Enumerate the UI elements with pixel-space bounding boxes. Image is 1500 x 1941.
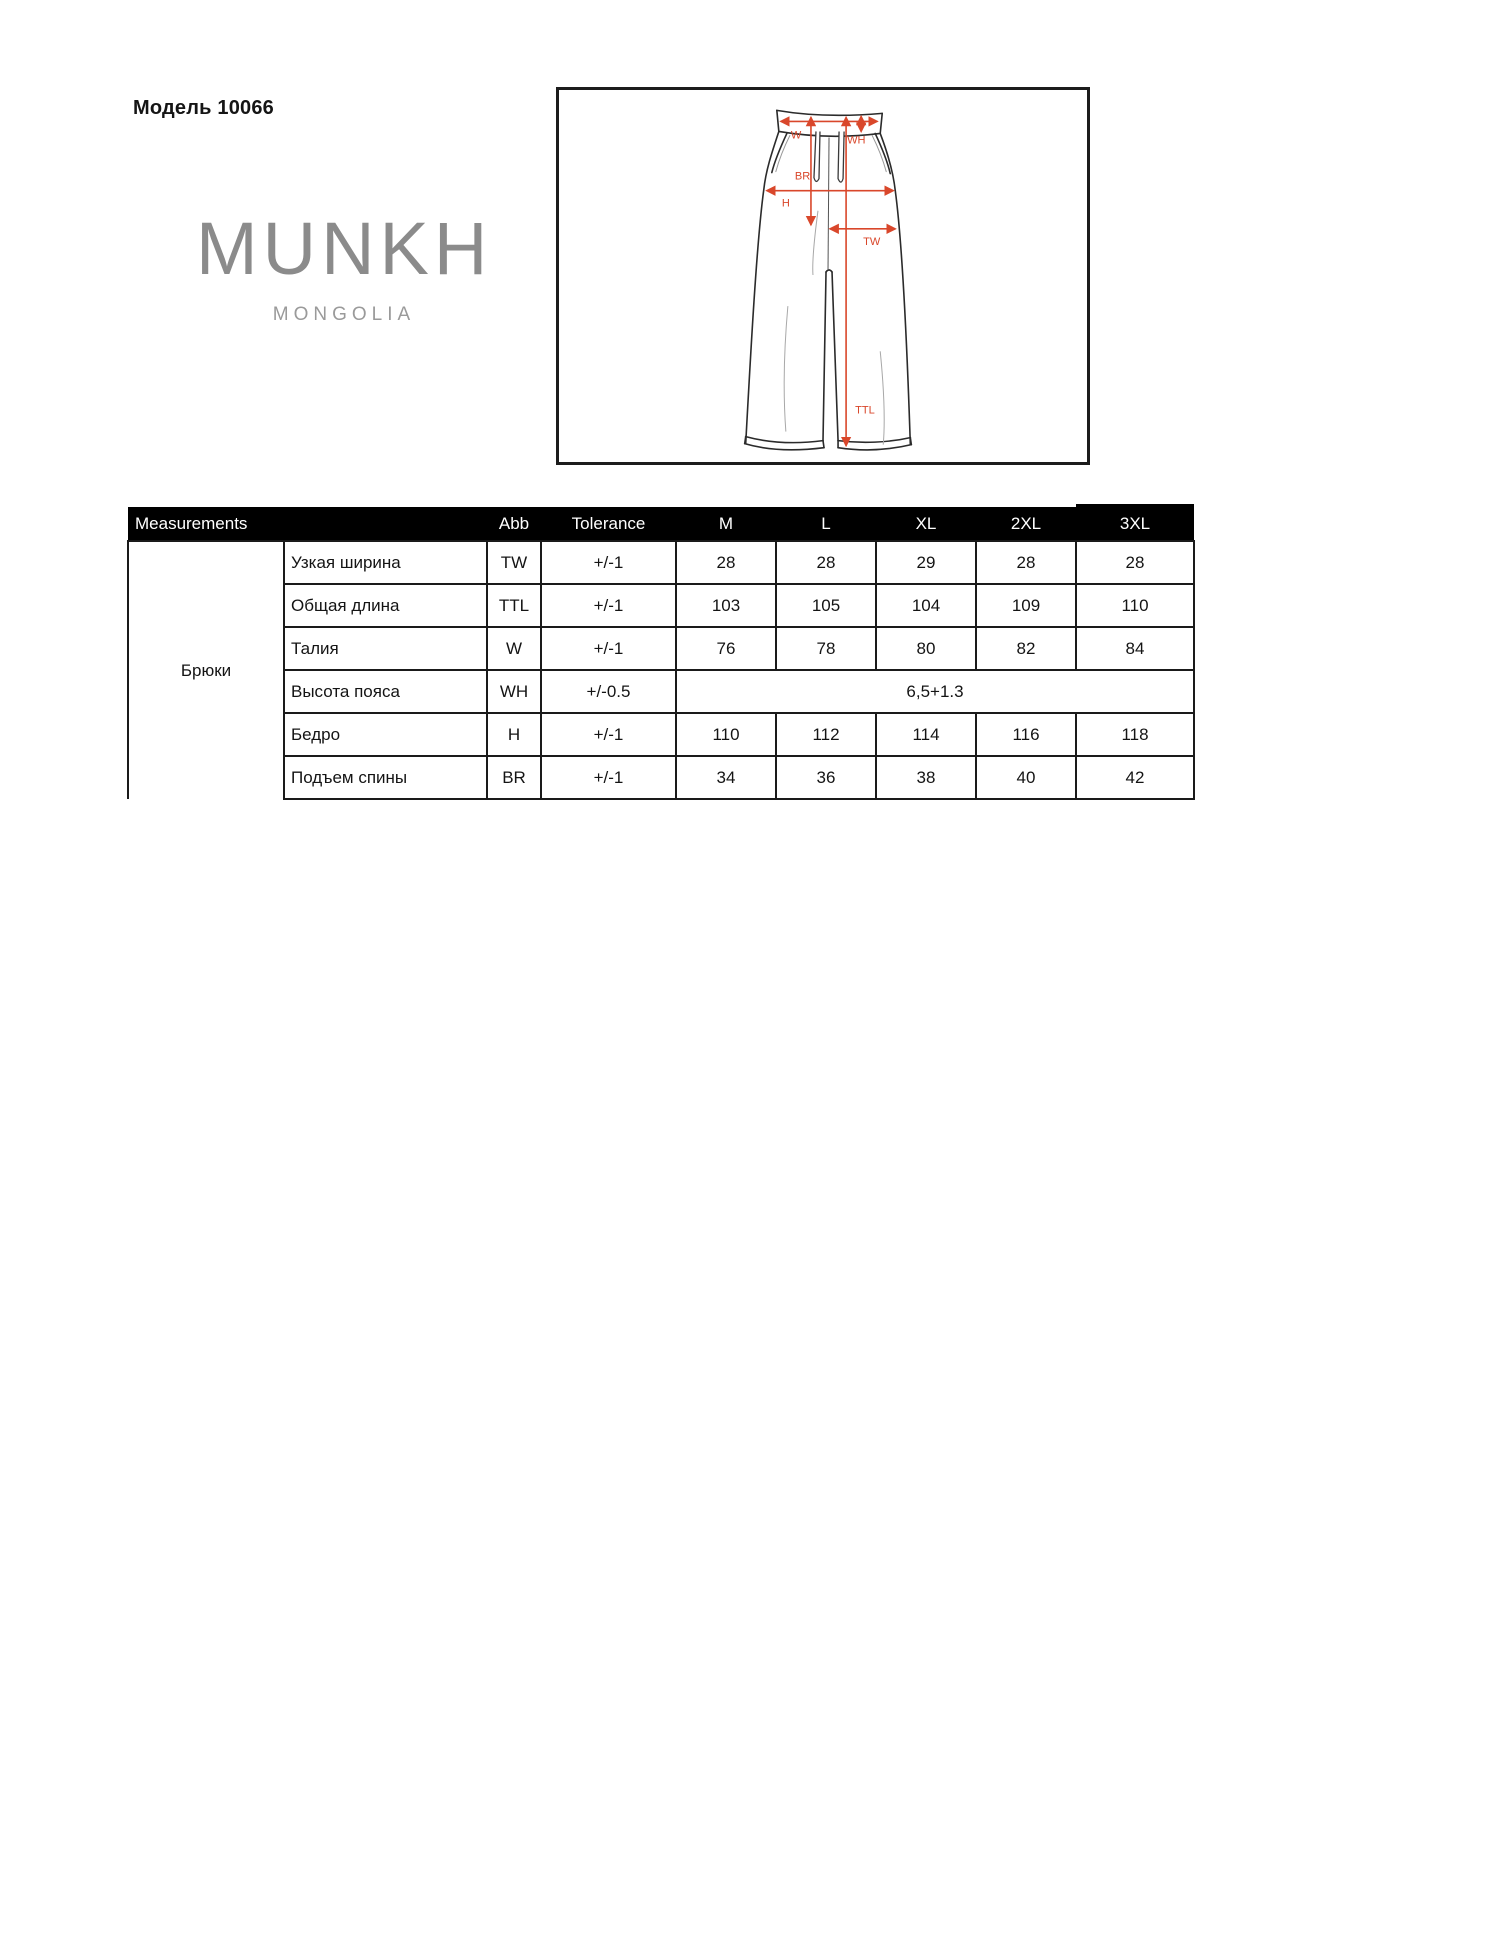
size-value-cell: 109	[976, 584, 1076, 627]
measurement-name-cell: Высота пояса	[284, 670, 487, 713]
category-cell: Брюки	[128, 541, 284, 799]
size-value-cell: 112	[776, 713, 876, 756]
diagram-box	[556, 87, 1090, 465]
header-size-xl: XL	[876, 507, 976, 541]
diagram-label-tw: TW	[863, 235, 881, 248]
pants-technical-drawing	[559, 90, 1087, 462]
pocket-line-left	[772, 133, 790, 172]
size-value-cell: 28	[776, 541, 876, 584]
measurement-name-cell: Подъем спины	[284, 756, 487, 799]
table-row	[128, 627, 1194, 670]
size-value-cell: 116	[976, 713, 1076, 756]
tolerance-cell: +/-0.5	[541, 670, 676, 713]
diagram-label-h: H	[781, 197, 790, 210]
abb-cell: TTL	[487, 584, 541, 627]
size-value-cell: 105	[776, 584, 876, 627]
header-abb: Abb	[487, 507, 541, 541]
size-value-cell: 78	[776, 627, 876, 670]
size-value-cell: 114	[876, 713, 976, 756]
tolerance-cell: +/-1	[541, 756, 676, 799]
abb-cell: BR	[487, 756, 541, 799]
size-value-cell: 110	[1076, 584, 1194, 627]
measurement-table	[127, 507, 1193, 800]
size-value-cell: 36	[776, 756, 876, 799]
table-row	[128, 584, 1194, 627]
tolerance-cell: +/-1	[541, 584, 676, 627]
diagram-label-br: BR	[794, 170, 811, 183]
page-title: Модель 10066	[133, 97, 275, 119]
header-size-l: L	[776, 507, 876, 541]
size-value-cell: 110	[676, 713, 776, 756]
table-row	[128, 541, 1194, 584]
brand-logo	[196, 207, 493, 326]
tolerance-cell: +/-1	[541, 627, 676, 670]
size-value-cell: 28	[1076, 541, 1194, 584]
header-size-3xl: 3XL	[1076, 507, 1194, 541]
diagram-label-w: W	[790, 129, 802, 142]
abb-cell: W	[487, 627, 541, 670]
measurement-name-cell: Бедро	[284, 713, 487, 756]
center-front-seam	[828, 137, 829, 270]
size-value-cell: 103	[676, 584, 776, 627]
abb-cell: WH	[487, 670, 541, 713]
diagram-label-ttl: TTL	[855, 404, 875, 417]
abb-cell: H	[487, 713, 541, 756]
header-tolerance: Tolerance	[541, 507, 676, 541]
size-value-cell: 76	[676, 627, 776, 670]
brand-subtitle: MONGOLIA	[272, 304, 416, 325]
size-value-cell: 40	[976, 756, 1076, 799]
size-value-cell: 82	[976, 627, 1076, 670]
size-value-cell-merged: 6,5+1.3	[676, 670, 1194, 713]
size-value-cell: 84	[1076, 627, 1194, 670]
measurement-name-cell: Общая длина	[284, 584, 487, 627]
table-header-row	[128, 507, 1194, 541]
header-measurements: Measurements	[128, 507, 487, 541]
size-value-cell: 34	[676, 756, 776, 799]
size-value-cell: 80	[876, 627, 976, 670]
size-value-cell: 38	[876, 756, 976, 799]
table-row	[128, 756, 1194, 799]
tolerance-cell: +/-1	[541, 541, 676, 584]
diagram-label-wh: WH	[847, 134, 866, 147]
size-value-cell: 118	[1076, 713, 1194, 756]
tolerance-cell: +/-1	[541, 713, 676, 756]
table-row	[128, 670, 1194, 713]
drawstring-right	[838, 131, 844, 182]
brand-name: MUNKH	[196, 207, 493, 290]
measurement-name-cell: Узкая ширина	[284, 541, 487, 584]
table-row	[128, 713, 1194, 756]
size-value-cell: 29	[876, 541, 976, 584]
header-size-2xl: 2XL	[976, 507, 1076, 541]
header-size-m: M	[676, 507, 776, 541]
size-value-cell: 28	[976, 541, 1076, 584]
measurement-arrows	[767, 116, 895, 445]
abb-cell: TW	[487, 541, 541, 584]
measurement-name-cell: Талия	[284, 627, 487, 670]
drawstring-left	[814, 131, 820, 181]
size-value-cell: 28	[676, 541, 776, 584]
size-value-cell: 104	[876, 584, 976, 627]
size-value-cell: 42	[1076, 756, 1194, 799]
